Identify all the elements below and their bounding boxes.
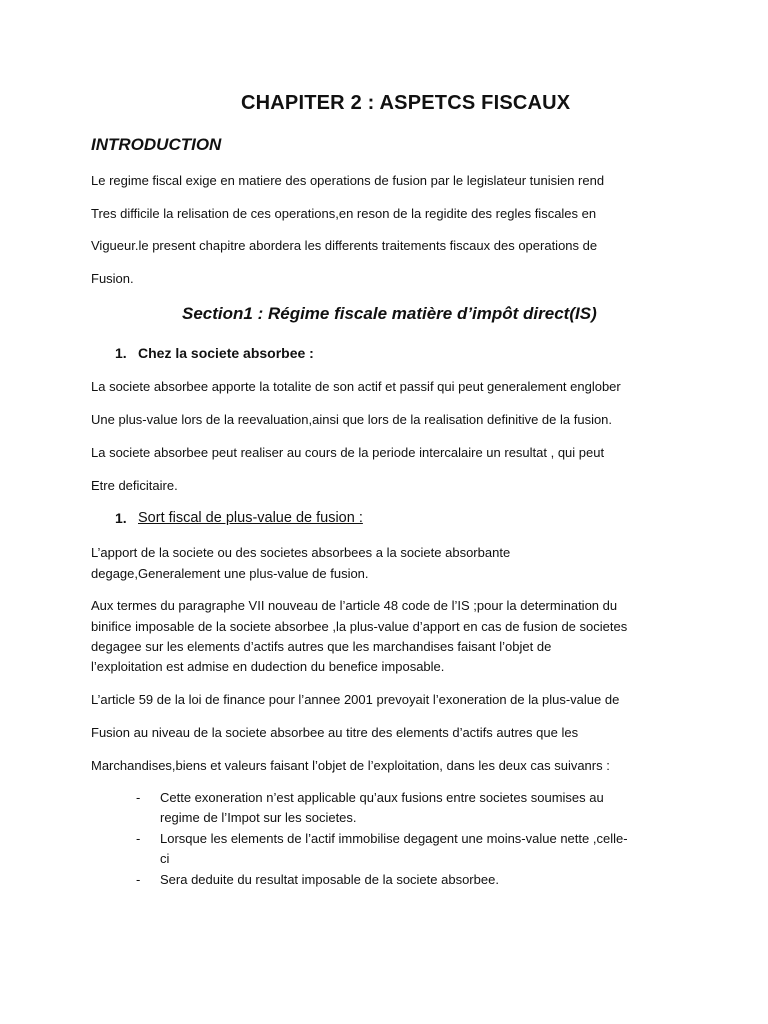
sub1-number: 1.: [115, 345, 127, 361]
sub1-line-1: La societe absorbee apporte la totalite de son actif et passif qui peut generalement englober: [91, 379, 621, 394]
bullet-2-line-1: Lorsque les elements de l’actif immobilise degagent une moins-value nette ,celle-: [160, 831, 628, 846]
bullet-2-marker: -: [136, 831, 141, 846]
para2-line-2: binifice imposable de la societe absorbee ,la plus-value d’apport en cas de fusion de societes: [91, 619, 628, 634]
introduction-heading: INTRODUCTION: [91, 135, 222, 154]
para2-line-1: Aux termes du paragraphe VII nouveau de l’article 48 code de l’IS ;pour la determination du: [91, 598, 618, 613]
section1-heading: Section1 : Régime fiscale matière d’impôt direct(IS): [182, 304, 597, 323]
para2-line-3: degagee sur les elements d’actifs autres que les marchandises faisant l’objet de: [91, 639, 552, 654]
intro-line-1: Le regime fiscal exige en matiere des operations de fusion par le legislateur tunisien rend: [91, 173, 605, 188]
sub1-heading: Chez la societe absorbee :: [138, 345, 314, 361]
para1-line-1: L’apport de la societe ou des societes absorbees a la societe absorbante: [91, 545, 511, 560]
sub2-number: 1.: [115, 510, 127, 526]
sub2-heading: Sort fiscal de plus-value de fusion :: [138, 510, 363, 526]
bullet-1-line-1: Cette exoneration n’est applicable qu’aux fusions entre societes soumises au: [160, 790, 604, 805]
intro-line-4: Fusion.: [91, 271, 134, 286]
sub1-line-2: Une plus-value lors de la reevaluation,ainsi que lors de la realisation definitive de la fusion.: [91, 412, 613, 427]
sub1-line-4: Etre deficitaire.: [91, 478, 178, 493]
bullet-1-marker: -: [136, 790, 141, 805]
intro-line-3: Vigueur.le present chapitre abordera les differents traitements fiscaux des operations de: [91, 238, 598, 253]
para1-line-2: degage,Generalement une plus-value de fusion.: [91, 566, 369, 581]
para3-line-1: L’article 59 de la loi de finance pour l’annee 2001 prevoyait l’exoneration de la plus-value de: [91, 692, 620, 707]
bullet-3-marker: -: [136, 872, 141, 887]
bullet-1-line-2: regime de l’Impot sur les societes.: [160, 810, 357, 825]
sub1-line-3: La societe absorbee peut realiser au cours de la periode intercalaire un resultat , qui peut: [91, 445, 605, 460]
para3-line-3: Marchandises,biens et valeurs faisant l’objet de l’exploitation, dans les deux cas suivanrs :: [91, 758, 610, 773]
para3-line-2: Fusion au niveau de la societe absorbee au titre des elements d’actifs autres que les: [91, 725, 579, 740]
chapter-title: CHAPITER 2 : ASPETCS FISCAUX: [241, 92, 571, 114]
intro-line-2: Tres difficile la relisation de ces operations,en reson de la regidite des regles fiscales en: [91, 206, 597, 221]
bullet-2-line-2: ci: [160, 851, 170, 866]
bullet-3-line-1: Sera deduite du resultat imposable de la societe absorbee.: [160, 872, 499, 887]
para2-line-4: l’exploitation est admise en dudection du benefice imposable.: [91, 659, 445, 674]
